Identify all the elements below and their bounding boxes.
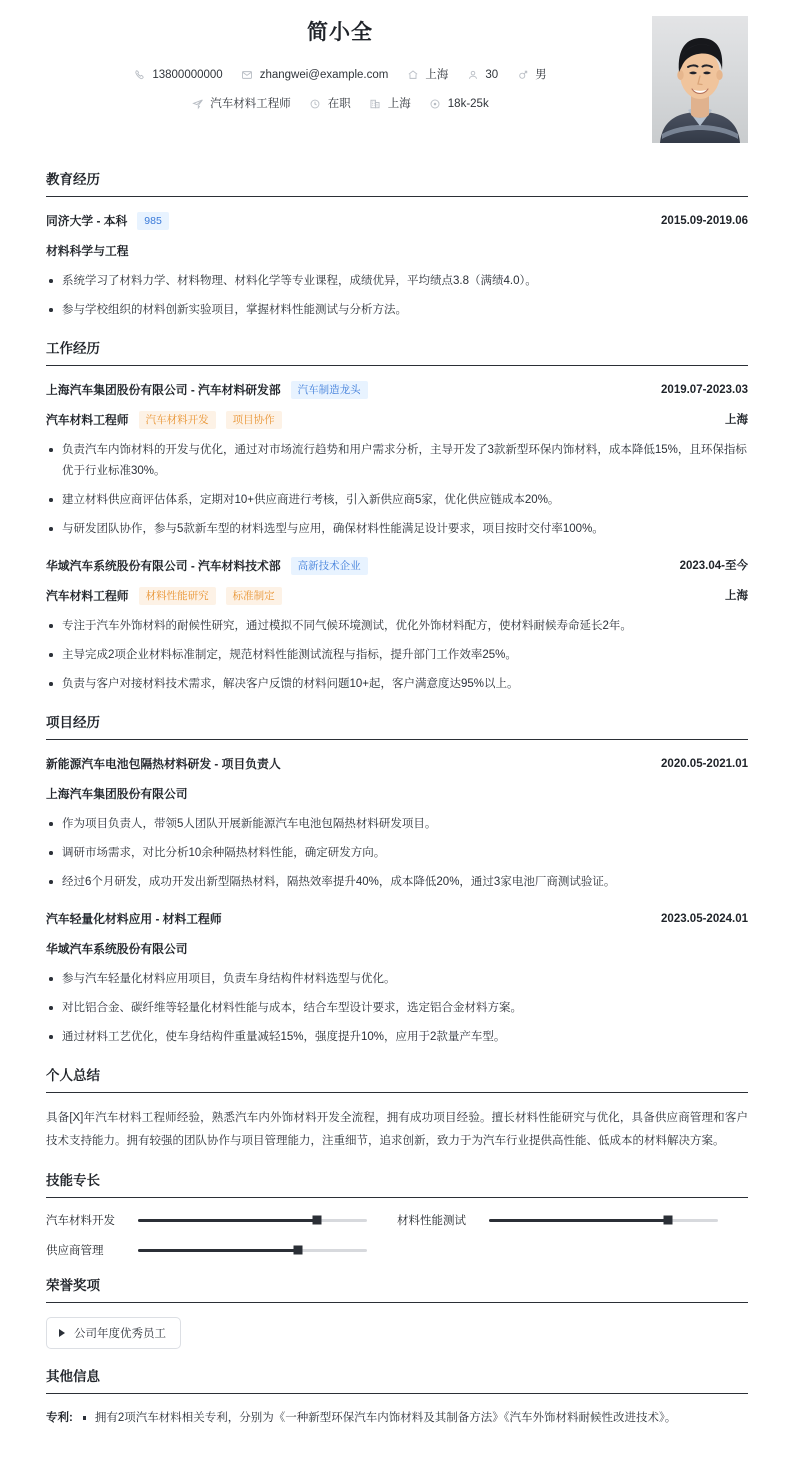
job-salary-text: 18k-25k [447, 98, 489, 110]
work-entry-header [46, 556, 748, 576]
project-date: 2023.05-2024.01 [661, 913, 748, 925]
project-entry-left [46, 909, 222, 929]
work-role-tag: 标准制定 [226, 587, 282, 605]
work-role-left [46, 410, 282, 430]
education-entry-header [46, 211, 748, 231]
project-entry-left [46, 754, 281, 774]
avatar-image [652, 16, 748, 143]
skill-item [46, 1212, 397, 1228]
honor-chip[interactable] [46, 1317, 181, 1349]
other-items [81, 1408, 748, 1429]
skills-grid [46, 1212, 748, 1258]
list-item: 经过6个月研发，成功开发出新型隔热材料，隔热效率提升40%，成本降低20%，通过3家电池厂商测试验证。 [46, 872, 748, 893]
contact-gender-text: 男 [535, 69, 547, 81]
work-entry [46, 380, 748, 540]
avatar [652, 16, 748, 143]
contact-email [241, 64, 389, 86]
project-entry-header [46, 909, 748, 929]
section-title-honors: 荣誉奖项 [46, 1276, 748, 1303]
section-education [46, 170, 748, 321]
work-location: 上海 [725, 414, 748, 426]
honors-row [46, 1317, 748, 1349]
work-entry [46, 556, 748, 695]
work-bullets [46, 440, 748, 540]
job-city-item [369, 93, 411, 115]
job-title-text: 汽车材料工程师 [210, 98, 291, 110]
section-title-summary: 个人总结 [46, 1066, 748, 1093]
work-company: 上海汽车集团股份有限公司 - 汽车材料研发部 [46, 383, 281, 397]
skill-fill [138, 1219, 317, 1222]
user-icon [466, 69, 479, 82]
section-title-work: 工作经历 [46, 339, 748, 366]
job-city-text: 上海 [387, 98, 411, 110]
education-date: 2015.09-2019.06 [661, 215, 748, 227]
list-item: 通过材料工艺优化，使车身结构件重量减轻15%，强度提升10%，应用于2款量产车型。 [46, 1027, 748, 1048]
resume-content [0, 170, 794, 1449]
work-role-tag: 材料性能研究 [139, 587, 216, 605]
section-title-skills: 技能专长 [46, 1171, 748, 1198]
contact-email-text: zhangwei@example.com [259, 69, 389, 81]
project-date: 2020.05-2021.01 [661, 758, 748, 770]
education-major: 材料科学与工程 [46, 244, 129, 258]
contact-city [406, 64, 448, 86]
skill-name: 汽车材料开发 [46, 1215, 115, 1227]
job-salary-item [429, 93, 489, 115]
project-entry [46, 909, 748, 1048]
section-title-other: 其他信息 [46, 1367, 748, 1394]
work-role: 汽车材料工程师 [46, 413, 129, 427]
work-bullets [46, 616, 748, 695]
skill-slider[interactable] [138, 1249, 367, 1252]
project-bullets [46, 969, 748, 1048]
work-company: 华域汽车系统股份有限公司 - 汽车材料技术部 [46, 559, 281, 573]
project-title: 汽车轻量化材料应用 - 材料工程师 [46, 912, 222, 926]
work-role-row [46, 586, 748, 606]
header-main [46, 14, 634, 122]
list-item: 专注于汽车外饰材料的耐候性研究，通过模拟不同气候环境测试，优化外饰材料配方，使材料耐候寿命延长2年。 [46, 616, 748, 637]
work-entry-left [46, 556, 368, 576]
skill-knob[interactable] [663, 1216, 672, 1225]
education-tag: 985 [137, 212, 169, 230]
other-label: 专利: [46, 1412, 73, 1424]
project-entry [46, 754, 748, 893]
work-date: 2019.07-2023.03 [661, 384, 748, 396]
work-role-tag: 汽车材料开发 [139, 411, 216, 429]
job-title-item [191, 93, 291, 115]
section-title-education: 教育经历 [46, 170, 748, 197]
contact-city-text: 上海 [425, 69, 449, 81]
list-item: 建立材料供应商评估体系，定期对10+供应商进行考核，引入新供应商5家，优化供应链成本20%。 [46, 490, 748, 511]
education-entry [46, 211, 748, 321]
resume-header [0, 0, 794, 152]
list-item: 负责汽车内饰材料的开发与优化，通过对市场流行趋势和用户需求分析，主导开发了3款新型环保内饰材料，成本降低15%，且环保指标优于行业标准30%。 [46, 440, 748, 482]
list-item: 对比铝合金、碳纤维等轻量化材料性能与成本，结合车型设计要求，选定铝合金材料方案。 [46, 998, 748, 1019]
work-role-left [46, 586, 282, 606]
work-role-row [46, 410, 748, 430]
contact-gender [516, 64, 547, 86]
work-role: 汽车材料工程师 [46, 589, 129, 603]
building-icon [369, 98, 382, 111]
section-title-projects: 项目经历 [46, 713, 748, 740]
skill-slider[interactable] [489, 1219, 718, 1222]
skill-fill [489, 1219, 668, 1222]
list-item: 与研发团队协作，参与5款新车型的材料选型与应用，确保材料性能满足设计要求，项目按时交付率100%。 [46, 519, 748, 540]
skill-knob[interactable] [294, 1246, 303, 1255]
section-work [46, 339, 748, 695]
education-entry-left [46, 211, 169, 231]
list-item: 负责与客户对接材料技术需求，解决客户反馈的材料问题10+起，客户满意度达95%以上。 [46, 674, 748, 695]
section-summary [46, 1066, 748, 1153]
summary-text: 具备[X]年汽车材料工程师经验，熟悉汽车内外饰材料开发全流程，拥有成功项目经验。擅长材料性能研究与优化，具备供应商管理和客户技术支持能力。拥有较强的团队协作与项目管理能力，注重细节，追求创新，致力于为汽车行业提供高性能、低成本的材料解决方案。 [46, 1112, 748, 1147]
contact-row [46, 64, 634, 86]
work-company-tag: 高新技术企业 [291, 557, 368, 575]
skill-fill [138, 1249, 298, 1252]
list-item: 作为项目负责人，带领5人团队开展新能源汽车电池包隔热材料研发项目。 [46, 814, 748, 835]
job-meta-row [46, 93, 634, 115]
contact-age-text: 30 [485, 69, 499, 81]
project-title: 新能源汽车电池包隔热材料研发 - 项目负责人 [46, 757, 281, 771]
section-skills [46, 1171, 748, 1258]
list-item: 主导完成2项企业材料标准制定，规范材料性能测试流程与指标，提升部门工作效率25%。 [46, 645, 748, 666]
project-company: 上海汽车集团股份有限公司 [46, 787, 188, 801]
other-row [46, 1408, 748, 1429]
skill-slider[interactable] [138, 1219, 367, 1222]
project-company: 华域汽车系统股份有限公司 [46, 942, 188, 956]
list-item: 参与汽车轻量化材料应用项目，负责车身结构件材料选型与优化。 [46, 969, 748, 990]
mail-icon [241, 69, 254, 82]
work-company-tag: 汽车制造龙头 [291, 381, 368, 399]
education-bullets [46, 271, 748, 321]
work-date: 2023.04-至今 [679, 560, 748, 572]
education-school: 同济大学 - 本科 [46, 214, 128, 228]
paper-plane-icon [191, 98, 204, 111]
contact-phone [133, 64, 222, 86]
section-projects [46, 713, 748, 1048]
work-entry-left [46, 380, 368, 400]
salary-icon [429, 98, 442, 111]
project-bullets [46, 814, 748, 893]
home-icon [406, 69, 419, 82]
work-location: 上海 [725, 590, 748, 602]
section-honors [46, 1276, 748, 1349]
list-item: 系统学习了材料力学、材料物理、材料化学等专业课程，成绩优异，平均绩点3.8（满绩4.0）。 [46, 271, 748, 292]
play-triangle-icon [59, 1329, 65, 1337]
contact-phone-text: 13800000000 [152, 69, 223, 81]
list-item: 调研市场需求，对比分析10余种隔热材料性能，确定研发方向。 [46, 843, 748, 864]
phone-icon [133, 69, 146, 82]
skill-name: 材料性能测试 [397, 1215, 466, 1227]
status-icon [309, 98, 322, 111]
page-title: 简小全 [307, 21, 373, 44]
job-status-item [309, 93, 351, 115]
list-item: 参与学校组织的材料创新实验项目，掌握材料性能测试与分析方法。 [46, 300, 748, 321]
project-entry-header [46, 754, 748, 774]
skill-item [397, 1212, 748, 1228]
section-other [46, 1367, 748, 1429]
skill-name: 供应商管理 [46, 1245, 104, 1257]
honor-label: 公司年度优秀员工 [74, 1328, 166, 1340]
skill-knob[interactable] [312, 1216, 321, 1225]
work-role-tag: 项目协作 [226, 411, 282, 429]
contact-age [466, 64, 498, 86]
list-item: 拥有2项汽车材料相关专利，分别为《一种新型环保汽车内饰材料及其制备方法》《汽车外饰材料耐候性改进技术》。 [81, 1408, 748, 1429]
work-entry-header [46, 380, 748, 400]
skill-item [46, 1242, 397, 1258]
gender-icon [516, 69, 529, 82]
job-status-text: 在职 [327, 98, 351, 110]
